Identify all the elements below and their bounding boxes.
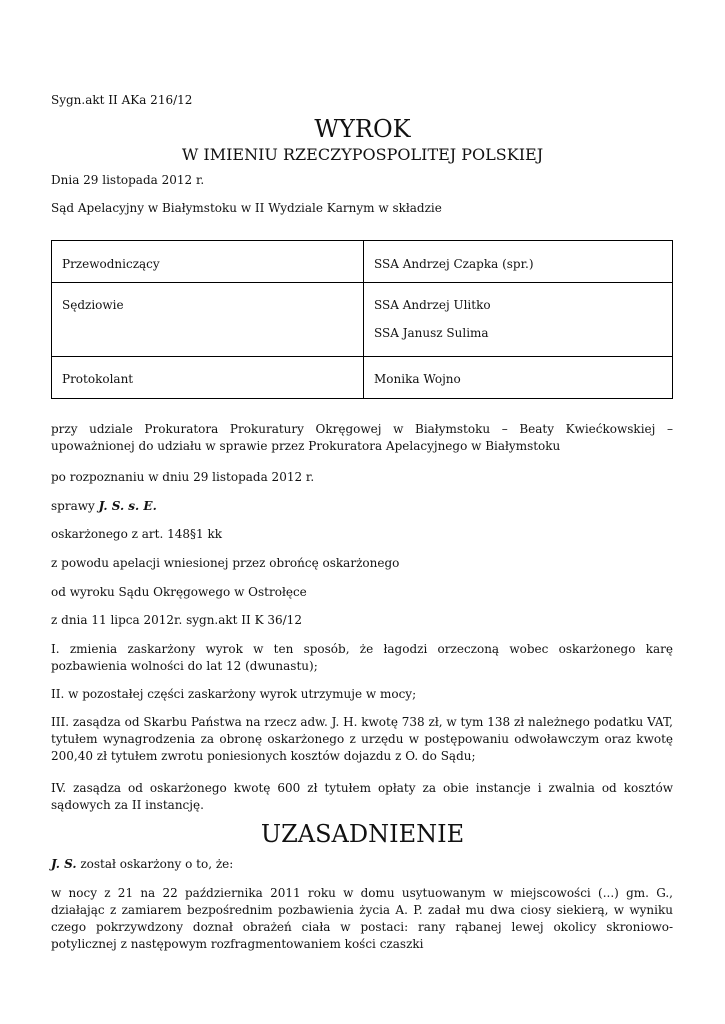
court-name: Sąd Apelacyjny w Białymstoku w II Wydziale Karnym w składzie xyxy=(51,201,442,215)
role-label: Protokolant xyxy=(62,371,134,386)
appeal-line: z powodu apelacji wniesionej przez obrońcę oskarżonego xyxy=(51,556,400,570)
judgment-date: Dnia 29 listopada 2012 r. xyxy=(51,173,205,187)
ruling-item: IV. zasądza od oskarżonego kwotę 600 zł tytułem opłaty za obie instancje i zwalnia od kosztów sądowych za II instancję. xyxy=(51,781,673,812)
role-label: Sędziowie xyxy=(62,298,124,313)
names-cell xyxy=(364,283,673,356)
examination-date: po rozpoznaniu w dniu 29 listopada 2012 r. xyxy=(51,470,315,484)
accused-text: został oskarżony o to, że: xyxy=(76,857,234,871)
accused-name: J. S. xyxy=(51,857,77,871)
case-line xyxy=(51,498,157,515)
case-prefix: sprawy xyxy=(51,499,99,513)
names-cell xyxy=(364,356,673,398)
lower-court-line: od wyroku Sądu Okręgowego w Ostrołęce xyxy=(51,585,307,599)
document-title: WYROK xyxy=(314,115,411,143)
role-cell xyxy=(52,283,364,356)
prosecutor-paragraph: przy udziale Prokuratora Prokuratury Okręgowej w Białymstoku – Beaty Kwiećkowskiej – upoważnionej do udziału w sprawie przez Prokuratora Apelacyjnego w Białymstoku xyxy=(51,422,673,453)
names-cell xyxy=(364,241,673,283)
document-subtitle: W IMIENIU RZECZYPOSPOLITEJ POLSKIEJ xyxy=(181,145,544,164)
composition-row-clerk xyxy=(52,356,673,398)
accused-line xyxy=(51,856,233,873)
charge-line: oskarżonego z art. 148§1 kk xyxy=(51,527,223,541)
justification-title: UZASADNIENIE xyxy=(260,820,465,848)
ruling-item: I. zmienia zaskarżony wyrok w ten sposób, że łagodzi orzeczoną wobec oskarżonego karę pozbawienia wolności do lat 12 (dwunastu); xyxy=(51,642,673,673)
judge-name: SSA Andrzej Ulitko xyxy=(374,298,491,313)
case-signature: Sygn.akt II AKa 216/12 xyxy=(51,93,193,107)
ruling-item: II. w pozostałej części zaskarżony wyrok utrzymuje w mocy; xyxy=(51,687,417,701)
lower-court-date: z dnia 11 lipca 2012r. sygn.akt II K 36/12 xyxy=(51,613,302,627)
role-label: Przewodniczący xyxy=(62,257,160,271)
clerk-name: Monika Wojno xyxy=(374,371,461,386)
role-cell xyxy=(52,241,364,283)
court-composition-table xyxy=(51,240,673,399)
role-cell xyxy=(52,356,364,398)
defendant-name: J. S. s. E. xyxy=(98,499,157,513)
ruling-item: III. zasądza od Skarbu Państwa na rzecz adw. J. H. kwotę 738 zł, w tym 138 zł należnego podatku VAT, tytułem wynagrodzenia za obronę oskarżonego z urzędu w postępowaniu odwoławczym oraz kwotę 200,40 zł tytułem zwrotu poniesionych kosztów dojazdu z O. do Sądu; xyxy=(51,715,673,763)
justification-paragraph: w nocy z 21 na 22 października 2011 roku w domu usytuowanym w miejscowości (...) gm. G., działając z zamiarem bezpośrednim pozbawienia życia A. P. zadał mu dwa ciosy siekierą, w wyniku czego pokrzywdzony doznał obrażeń ciała w postaci: rany rąbanej lewej okolicy skroniowo- potylicznej z następowym rozfragmentowaniem kości czaszki xyxy=(51,886,673,951)
composition-row-judges xyxy=(52,283,673,356)
judge-name: SSA Andrzej Czapka (spr.) xyxy=(374,257,534,271)
composition-row-presiding xyxy=(52,241,673,283)
judge-name: SSA Janusz Sulima xyxy=(374,326,489,341)
